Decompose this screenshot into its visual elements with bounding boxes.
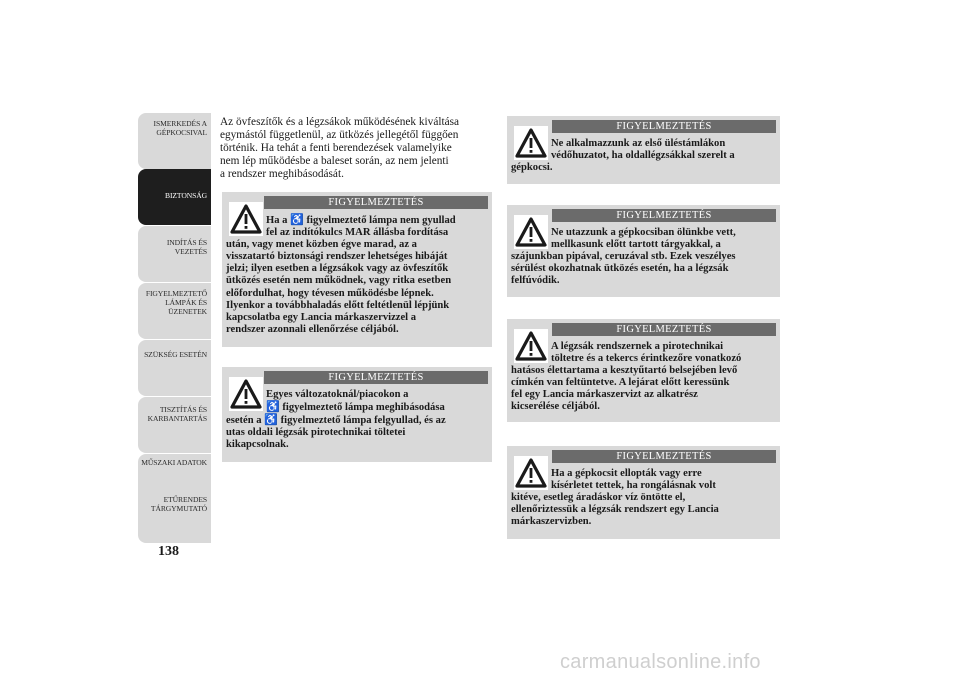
- text-line: ütközés esetén nem működnek, vagy ritka esetben: [226, 275, 452, 287]
- warning-header: FIGYELMEZTETÉS: [552, 209, 776, 222]
- text-line: rendszer azonnali ellenőrzése céljából.: [226, 323, 399, 335]
- warning-header: FIGYELMEZTETÉS: [552, 120, 776, 133]
- text-line: egymástól függetlenül, az ütközés jellegétől függően: [220, 129, 459, 141]
- text-line: kicserélése céljából.: [511, 401, 600, 413]
- tab-label: ÜZENETEK: [168, 307, 207, 316]
- text-line: kitéve, esetleg áradáskor víz öntötte el,: [511, 492, 686, 504]
- airbag-warning-lamp-icon: ♿: [290, 214, 304, 226]
- text-line: márkaszervizben.: [511, 516, 592, 528]
- text-line: szájunkban pipával, ceruzával stb. Ezek veszélyes: [511, 251, 736, 263]
- text-fragment: figyelmeztető lámpa nem gyullad: [306, 215, 456, 226]
- warning-box-seat-covers: [507, 116, 780, 184]
- watermark: carmanualsonline.info: [560, 651, 761, 673]
- tab-label: ISMERKEDÉS A: [153, 119, 207, 128]
- text-line: ellenőriztessük a légzsák rendszert egy Lancia: [511, 504, 719, 516]
- text-fragment: figyelmeztető lámpa felgyullad, és az: [280, 415, 446, 427]
- text-fragment: figyelmeztető lámpa meghibásodása: [282, 402, 445, 414]
- warning-header: FIGYELMEZTETÉS: [552, 323, 776, 336]
- text-line: Ne alkalmazzunk az első üléstámlákon: [551, 138, 726, 149]
- text-line: nem lép működésbe a baleset során, az nem jelenti: [220, 155, 449, 167]
- warning-header: FIGYELMEZTETÉS: [552, 450, 776, 463]
- warning-box-theft: [507, 446, 780, 539]
- tab-inditas[interactable]: [138, 226, 211, 282]
- page-number: 138: [158, 544, 179, 559]
- tab-label: MŰSZAKI ADATOK: [141, 458, 207, 467]
- warning-header: FIGYELMEZTETÉS: [264, 371, 488, 384]
- tab-label: TISZTÍTÁS ÉS: [159, 405, 207, 414]
- text-line: előfordulhat, hogy tévesen működésbe lépnek.: [226, 287, 434, 299]
- intro-paragraph: [220, 116, 495, 181]
- text-line: Ilyenkor a továbbhaladás előtt feltétlenül lépjünk: [226, 299, 450, 311]
- text-line: utas oldali légzsák pirotechnikai töltetei: [226, 427, 406, 439]
- tab-szukseg[interactable]: [138, 340, 211, 396]
- warning-text: [511, 227, 736, 287]
- tab-targymutato[interactable]: [138, 487, 211, 543]
- text-line: felfúvódik.: [511, 275, 560, 287]
- airbag-warning-lamp-icon: ♿: [264, 414, 278, 427]
- airbag-off-lamp-icon: ♿: [266, 401, 280, 414]
- tab-label: VEZETÉS: [174, 247, 207, 256]
- warning-box-pyrotechnic: [507, 319, 780, 422]
- text-line: Egyes változatoknál/piacokon a: [266, 389, 409, 400]
- warning-text: [511, 138, 735, 174]
- warning-header: FIGYELMEZTETÉS: [264, 196, 488, 209]
- text-line: kísérletet tettek, ha rongálásnak volt: [551, 480, 716, 492]
- text-line: a rendszer meghibásodását.: [220, 168, 344, 180]
- tab-label: LÁMPÁK ÉS: [165, 298, 207, 307]
- tab-label: KARBANTARTÁS: [147, 414, 207, 423]
- text-line: töltetre és a tekercs érintkezőre vonatkozó: [551, 353, 742, 365]
- text-line: kapcsolatba egy Lancia márkaszervizzel a: [226, 311, 417, 323]
- text-line: fel az indítókulcs MAR állásba fordítása: [266, 227, 449, 239]
- tab-label: FIGYELMEZTETŐ: [145, 289, 207, 298]
- warning-text: [511, 341, 741, 414]
- tab-label: INDÍTÁS ÉS: [166, 238, 207, 247]
- text-line: után, vagy menet közben égve marad, az a: [226, 239, 417, 251]
- text-line: hatásos élettartama a kesztyűtartó belsejében levő: [511, 365, 738, 377]
- text-line: Ne utazzunk a gépkocsiban ölünkbe vett,: [551, 227, 736, 238]
- chapter-sidebar: [138, 113, 211, 543]
- text-line: mellkasunk előtt tartott tárgyakkal, a: [551, 239, 721, 251]
- warning-box-objects: [507, 205, 780, 297]
- text-line: A légzsák rendszernek a pirotechnikai: [551, 341, 724, 352]
- text-line: címkén van feltüntetve. A lejárat előtt keressünk: [511, 377, 730, 389]
- tab-label: SZÜKSÉG ESETÉN: [144, 350, 207, 359]
- text-line: gépkocsi.: [511, 162, 553, 174]
- text-line: fel egy Lancia márkaszervizt az alkatrész: [511, 389, 698, 401]
- warning-text: [226, 214, 456, 336]
- warning-box-indicator-off: [222, 192, 492, 347]
- warning-box-passenger-airbag: [222, 367, 492, 462]
- text-fragment: Ha a: [266, 215, 288, 226]
- text-fragment: esetén a: [226, 415, 262, 427]
- tab-label: BIZTONSÁG: [165, 191, 207, 200]
- text-line: jelzi; ilyen esetben a légzsákok vagy az övfeszítők: [226, 263, 449, 275]
- tab-label: ETŰRENDES: [163, 495, 207, 504]
- tab-biztonsag[interactable]: [138, 169, 211, 225]
- text-line: védőhuzatot, ha oldallégzsákkal szerelt a: [551, 150, 735, 162]
- text-line: Az övfeszítők és a légzsákok működésének kiváltása: [220, 116, 460, 128]
- tab-figyelmezteto[interactable]: [138, 283, 211, 339]
- tab-tisztitas[interactable]: [138, 397, 211, 453]
- warning-text: [511, 468, 719, 528]
- text-line: Ha a gépkocsit ellopták vagy erre: [551, 468, 702, 479]
- warning-text: [226, 389, 446, 451]
- text-line: visszatartó biztonsági rendszer lehetséges hibáját: [226, 251, 448, 263]
- text-line: sérülést okozhatnak ütközés esetén, ha a légzsák: [511, 263, 729, 275]
- tab-label: GÉPKOCSIVAL: [156, 128, 207, 137]
- tab-label: TÁRGYMUTATÓ: [150, 504, 207, 513]
- text-line: történik. Ha tehát a fenti berendezések valamelyike: [220, 142, 452, 154]
- text-line: kikapcsolnak.: [226, 439, 289, 451]
- tab-ismerkedes[interactable]: [138, 113, 211, 169]
